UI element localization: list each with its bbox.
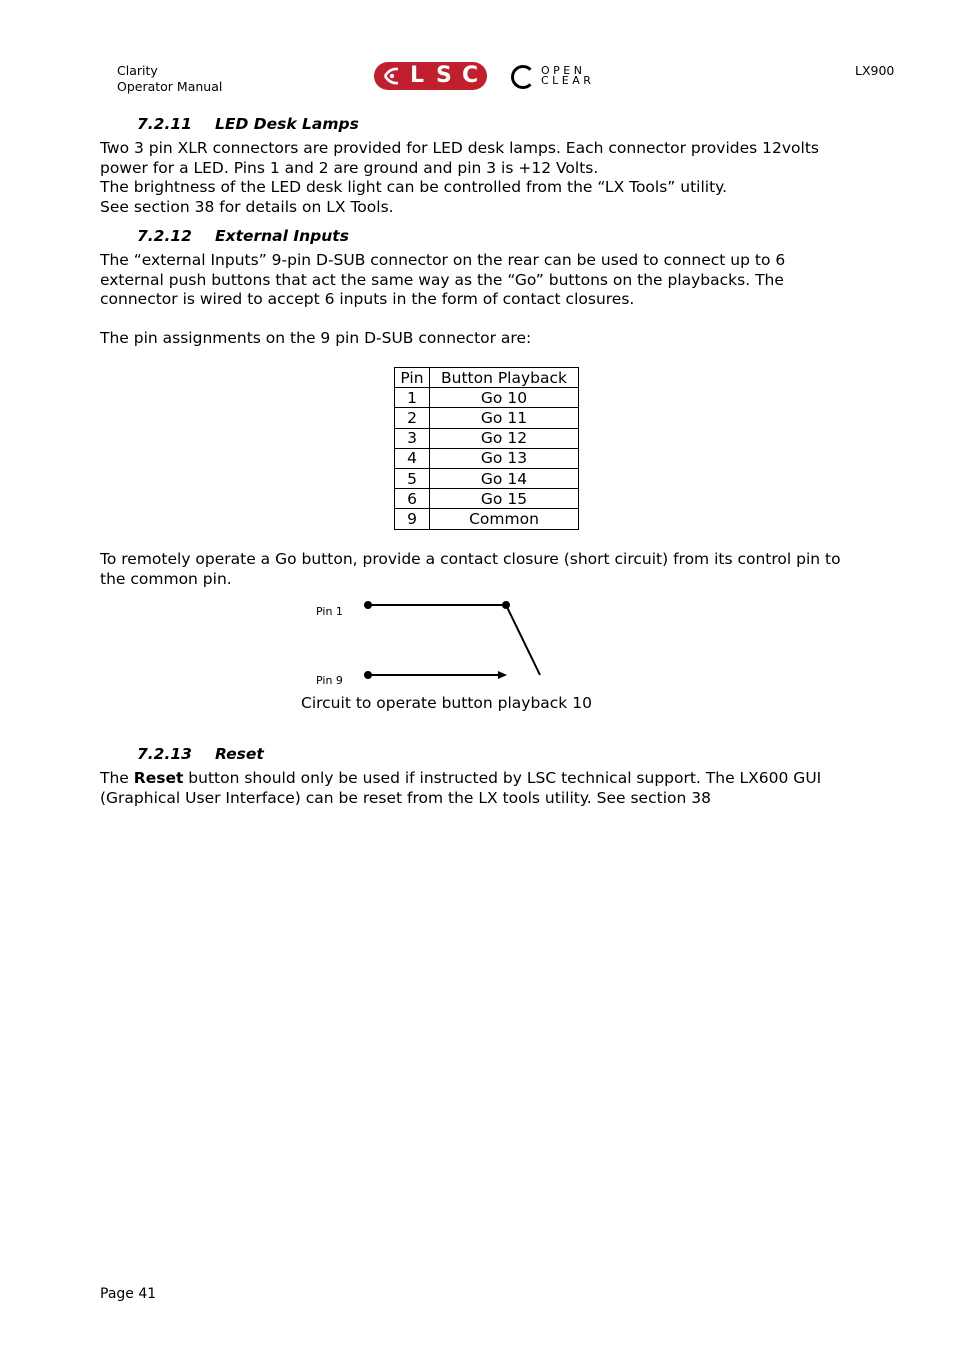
pin-cell: 9 xyxy=(395,509,430,529)
paragraph-line: the common pin. xyxy=(100,569,232,588)
lsc-logo-letter-l: L xyxy=(410,63,425,88)
page-number: Page 41 xyxy=(100,1286,157,1302)
lsc-logo xyxy=(374,62,487,90)
section-title: LED Desk Lamps xyxy=(215,115,359,133)
section-number: 7.2.11 xyxy=(137,115,192,133)
lsc-logo-letter-c: C xyxy=(462,63,479,88)
header-product-name: Clarity xyxy=(117,63,158,78)
pin-cell: 6 xyxy=(395,489,430,509)
column-header-pin: Pin xyxy=(395,368,430,388)
pin-cell: 2 xyxy=(395,408,430,428)
led-desk-lamps-paragraph xyxy=(100,139,900,217)
paragraph-line xyxy=(100,769,900,789)
section-number: 7.2.12 xyxy=(137,227,192,245)
header-model: LX900 xyxy=(855,63,895,78)
table-row xyxy=(395,468,579,488)
paragraph-line: connector is wired to accept 6 inputs in the form of contact closures. xyxy=(100,290,635,309)
reset-button-term: Reset xyxy=(133,769,184,787)
external-inputs-paragraph xyxy=(100,251,900,310)
playback-cell: Go 14 xyxy=(430,468,579,488)
table-row xyxy=(395,489,579,509)
paragraph-line: (Graphical User Interface) can be reset from the LX tools utility. See section 38 xyxy=(100,788,711,807)
header-manual-name: Operator Manual xyxy=(117,79,223,94)
pin-assignment-table xyxy=(394,367,579,530)
diagram-caption: Circuit to operate button playback 10 xyxy=(301,694,592,712)
paragraph-line: To remotely operate a Go button, provide a contact closure (short circuit) from its control pin to xyxy=(100,550,841,568)
table-row xyxy=(395,388,579,408)
section-heading-external-inputs xyxy=(137,227,349,245)
playback-cell: Go 10 xyxy=(430,388,579,408)
section-number: 7.2.13 xyxy=(137,745,192,763)
paragraph-line: external push buttons that act the same way as the “Go” buttons on the playbacks. The xyxy=(100,270,784,289)
header-doc-title xyxy=(117,63,222,95)
pin-cell: 3 xyxy=(395,428,430,448)
table-header-row xyxy=(395,368,579,388)
section-title: External Inputs xyxy=(215,227,349,245)
section-heading-led-desk-lamps xyxy=(137,115,359,133)
contact-closure-diagram xyxy=(355,595,555,685)
paragraph-line: See section 38 for details on LX Tools. xyxy=(100,197,394,216)
reset-paragraph xyxy=(100,769,900,808)
reset-line-rest: button should only be used if instructed by LSC technical support. The LX600 GUI xyxy=(183,769,822,787)
pin-cell: 5 xyxy=(395,468,430,488)
paragraph-line: The brightness of the LED desk light can be controlled from the “LX Tools” utility. xyxy=(100,178,728,197)
paragraph-line: Two 3 pin XLR connectors are provided for LED desk lamps. Each connector provides 12volts xyxy=(100,139,819,157)
paragraph-line: The “external Inputs” 9-pin D-SUB connector on the rear can be used to connect up to 6 xyxy=(100,251,786,269)
lsc-logo-mark-icon xyxy=(382,66,404,86)
pin-cell: 4 xyxy=(395,448,430,468)
table-row xyxy=(395,428,579,448)
table-row xyxy=(395,509,579,529)
playback-cell: Common xyxy=(430,509,579,529)
diagram-label-pin-9: Pin 9 xyxy=(316,674,343,687)
reset-line-prefix: The xyxy=(100,769,134,787)
remote-operation-paragraph xyxy=(100,550,900,589)
table-row xyxy=(395,448,579,468)
diagram-label-pin-1: Pin 1 xyxy=(316,605,343,618)
diagram-terminal-pin-9 xyxy=(364,671,372,679)
playback-cell: Go 15 xyxy=(430,489,579,509)
section-heading-reset xyxy=(137,745,264,763)
lsc-logo-letter-s: S xyxy=(436,63,452,88)
section-title: Reset xyxy=(215,745,264,763)
openclear-ring-icon xyxy=(511,65,535,89)
pin-cell: 1 xyxy=(395,388,430,408)
playback-cell: Go 12 xyxy=(430,428,579,448)
diagram-terminal-pin-1 xyxy=(364,601,372,609)
openclear-logo-bottom: CLEAR xyxy=(541,74,595,87)
playback-cell: Go 11 xyxy=(430,408,579,428)
diagram-switch-arm xyxy=(506,605,540,675)
openclear-logo xyxy=(511,64,607,88)
column-header-button-playback: Button Playback xyxy=(430,368,579,388)
paragraph-line: power for a LED. Pins 1 and 2 are ground and pin 3 is +12 Volts. xyxy=(100,158,599,177)
pin-assignment-intro: The pin assignments on the 9 pin D-SUB connector are: xyxy=(100,329,532,347)
openclear-logo-top: OPEN xyxy=(541,64,586,77)
playback-cell: Go 13 xyxy=(430,448,579,468)
diagram-arrowhead-icon xyxy=(498,671,507,679)
table-row xyxy=(395,408,579,428)
